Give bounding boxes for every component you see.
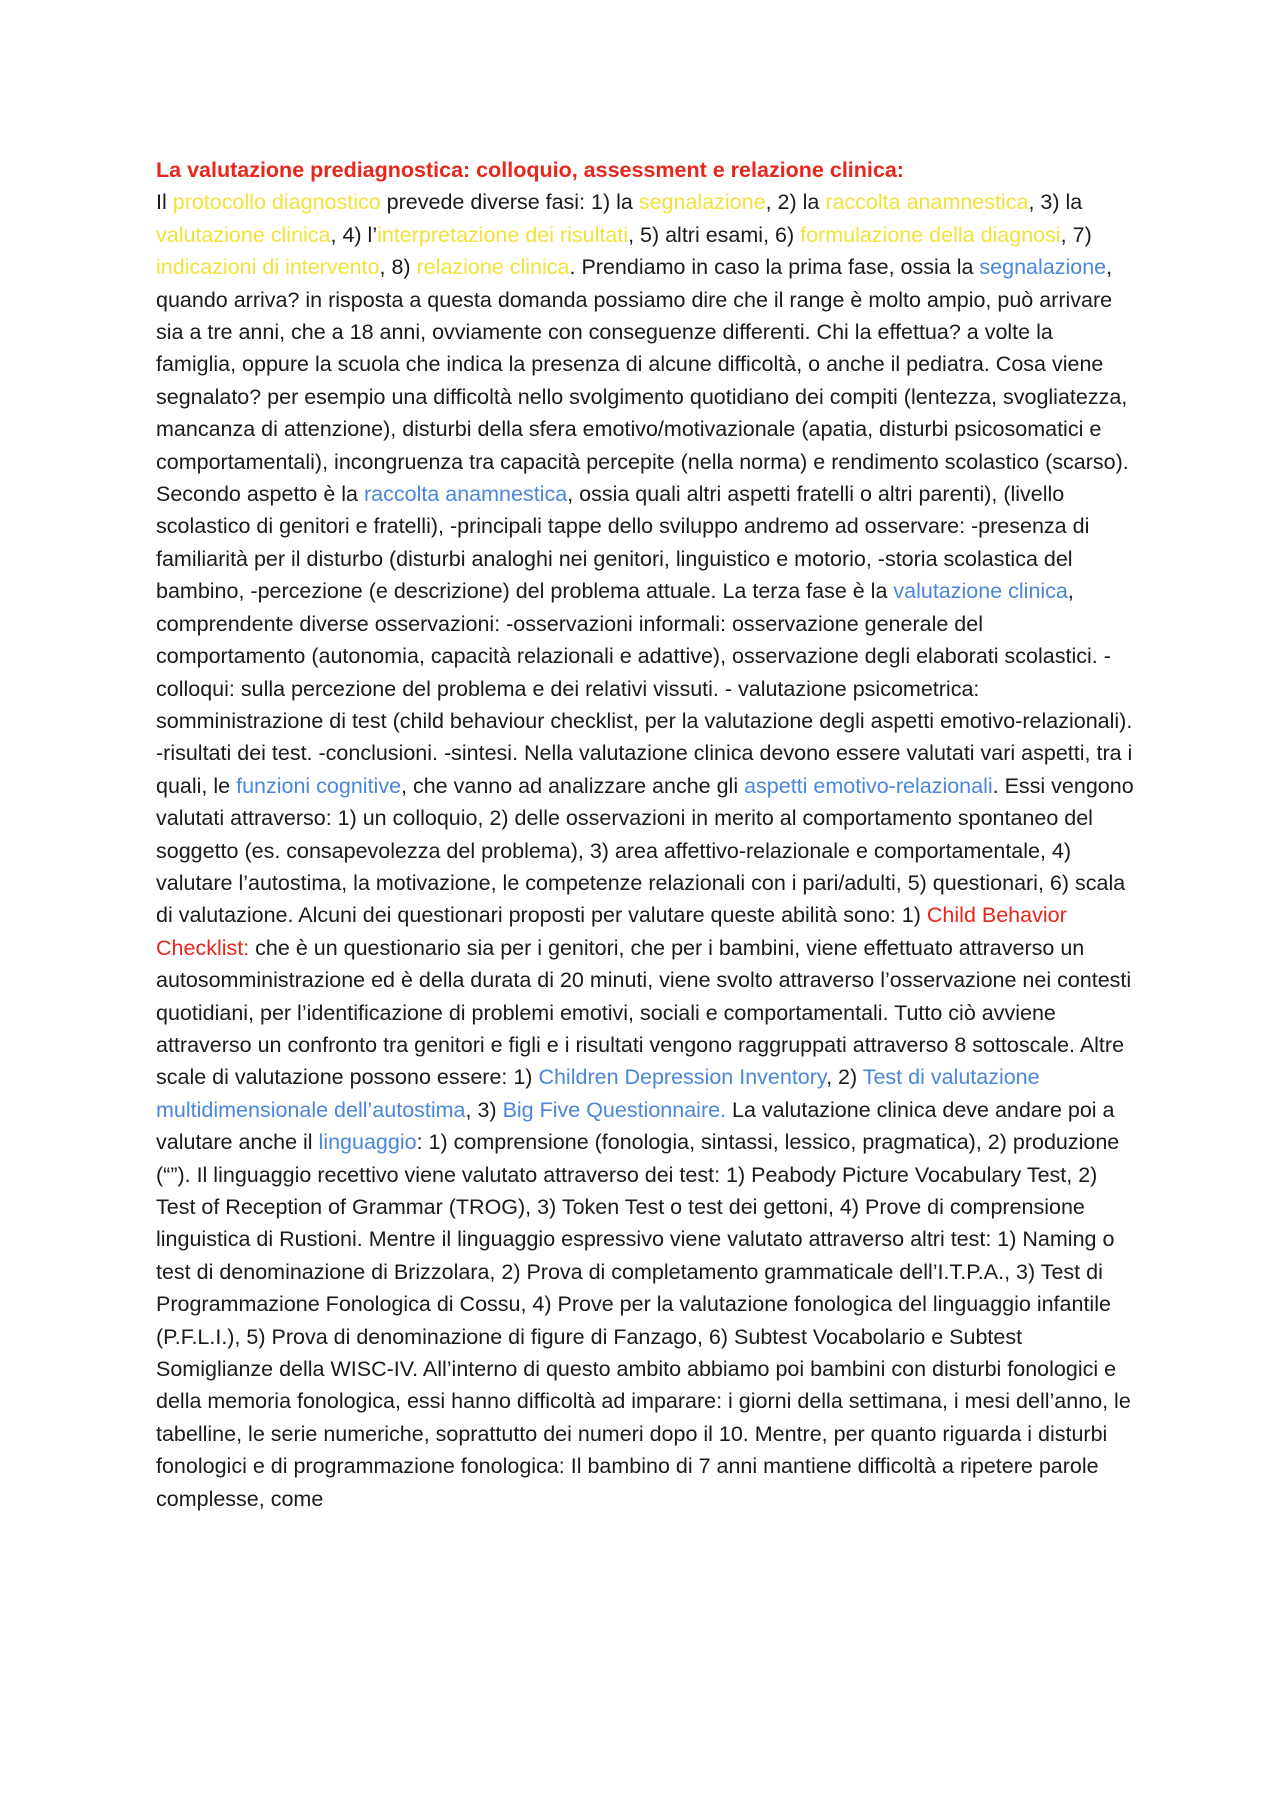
body-text-run: , 3) la bbox=[1028, 190, 1083, 215]
highlighted-term-blue: aspetti emotivo-relazionali bbox=[744, 773, 993, 798]
highlighted-term-yellow: formulazione della diagnosi bbox=[800, 222, 1061, 247]
highlighted-term-blue: Big Five Questionnaire. bbox=[502, 1097, 727, 1122]
body-text-run: , ossia quali altri aspetti fratelli o altri parenti), (livello scolastico di genitori e fratelli), -principali tappe dello sviluppo andremo ad osservare: -presenza di familiarità per il disturbo (disturbi analoghi nei genitori, linguistico e motorio, -storia scolastica del bambino, -percezione (e descrizione) del problema attuale. La terza fase è la bbox=[156, 482, 1090, 604]
document-body bbox=[156, 186, 1136, 1515]
highlighted-term-yellow: indicazioni di intervento bbox=[156, 255, 380, 280]
body-text-run: Il bbox=[156, 190, 173, 215]
body-text-run: , che vanno ad analizzare anche gli bbox=[401, 773, 745, 798]
highlighted-term-blue: valutazione clinica bbox=[893, 579, 1068, 604]
body-text-run: , comprendente diverse osservazioni: -osservazioni informali: osservazione generale del comportamento (autonomia, capacità relazionali e adattive), osservazione degli elaborati scolastici. -colloqui: sulla percezione del problema e dei relativi vissuti. - valutazione psicometrica: somministrazione di test (child behaviour checklist, per la valutazione degli aspetti emotivo-relazionali). -risultati dei test. -conclusioni. -sintesi. Nella valutazione clinica devono essere valutati vari aspetti, tra i quali, le bbox=[156, 579, 1133, 798]
highlighted-term-yellow: segnalazione bbox=[638, 190, 766, 215]
highlighted-term-yellow: interpretazione dei risultati bbox=[377, 222, 629, 247]
body-text-run: , 4) l’ bbox=[330, 222, 378, 247]
body-text-run: , quando arriva? in risposta a questa domanda possiamo dire che il range è molto ampio, può arrivare sia a tre anni, che a 18 anni, ovviamente con conseguenze differenti. Chi la effettua? a volte la famiglia, oppure la scuola che indica la presenza di alcune difficoltà, o anche il pediatra. Cosa viene segnalato? per esempio una difficoltà nello svolgimento quotidiano dei compiti (lentezza, svogliatezza, mancanza di attenzione), disturbi della sfera emotivo/motivazionale (apatia, disturbi psicosomatici e comportamentali), incongruenza tra capacità percepite (nella norma) e rendimento scolastico (scarso). Secondo aspetto è la bbox=[156, 255, 1129, 507]
highlighted-term-blue: segnalazione bbox=[979, 255, 1107, 280]
highlighted-term-blue: Test di valutazione multidimensionale dell’autostima bbox=[156, 1065, 1040, 1122]
body-text-run: , 7) bbox=[1060, 222, 1092, 247]
highlighted-term-yellow: raccolta anamnestica bbox=[825, 190, 1029, 215]
body-text-run: , 8) bbox=[379, 255, 417, 280]
highlighted-term-red: Child Behavior Checklist: bbox=[156, 903, 1067, 960]
body-text-run: , 2) la bbox=[765, 190, 826, 215]
highlighted-term-yellow: protocollo diagnostico bbox=[172, 190, 381, 215]
highlighted-term-blue: linguaggio bbox=[318, 1130, 417, 1155]
body-text-run: , 2) bbox=[826, 1065, 863, 1090]
body-text-run: prevede diverse fasi: 1) la bbox=[380, 190, 639, 215]
document-content bbox=[156, 154, 1136, 1515]
body-text-run: : 1) comprensione (fonologia, sintassi, lessico, pragmatica), 2) produzione (“”). Il linguaggio recettivo viene valutato attraverso dei test: 1) Peabody Picture Vocabulary Test, 2) Test of Reception of Grammar (TROG), 3) Token Test o test dei gettoni, 4) Prove di comprensione linguistica di Rustioni. Mentre il linguaggio espressivo viene valutato attraverso altri test: 1) Naming o test di denominazione di Brizzolara, 2) Prova di completamento grammaticale dell’I.T.P.A., 3) Test di Programmazione Fonologica di Cossu, 4) Prove per la valutazione fonologica del linguaggio infantile (P.F.L.I.), 5) Prova di denominazione di figure di Fanzago, 6) Subtest Vocabolario e Subtest Somiglianze della WISC-IV. All’interno di questo ambito abbiamo poi bambini con disturbi fonologici e della memoria fonologica, essi hanno difficoltà ad imparare: i giorni della settimana, i mesi dell’anno, le tabelline, le serie numeriche, soprattutto dei numeri dopo il 10. Mentre, per quanto riguarda i disturbi fonologici e di programmazione fonologica: Il bambino di 7 anni mantiene difficoltà a ripetere parole complesse, come bbox=[156, 1130, 1131, 1511]
highlighted-term-blue: Children Depression Inventory bbox=[538, 1065, 827, 1090]
body-text-run: , 3) bbox=[465, 1097, 503, 1122]
highlighted-term-yellow: valutazione clinica bbox=[156, 222, 331, 247]
body-text-run: che è un questionario sia per i genitori, che per i bambini, viene effettuato attraverso un autosomministrazione ed è della durata di 20 minuti, viene svolto attraverso l’osservazione nei contesti quotidiani, per l’identificazione di problemi emotivi, sociali e comportamentali. Tutto ciò avviene attraverso un confronto tra genitori e figli e i risultati vengono raggruppati attraverso 8 sottoscale. Altre scale di valutazione possono essere: 1) bbox=[156, 935, 1132, 1090]
highlighted-term-blue: funzioni cognitive bbox=[236, 773, 402, 798]
body-text-run: La valutazione clinica deve andare poi a valutare anche il bbox=[156, 1097, 1115, 1155]
highlighted-term-yellow: relazione clinica bbox=[416, 255, 570, 280]
document-title: La valutazione prediagnostica: colloquio, assessment e relazione clinica: bbox=[156, 158, 904, 182]
body-text-run: , 5) altri esami, 6) bbox=[628, 222, 801, 247]
highlighted-term-blue: raccolta anamnestica bbox=[364, 482, 568, 507]
body-text-run: . Essi vengono valutati attraverso: 1) un colloquio, 2) delle osservazioni in merito al comportamento spontaneo del soggetto (es. consapevolezza del problema), 3) area affettivo-relazionale e comportamentale, 4) valutare l’autostima, la motivazione, le competenze relazionali con i pari/adulti, 5) questionari, 6) scala di valutazione. Alcuni dei questionari proposti per valutare queste abilità sono: 1) bbox=[156, 773, 1134, 928]
body-text-run: . Prendiamo in caso la prima fase, ossia la bbox=[569, 255, 980, 280]
